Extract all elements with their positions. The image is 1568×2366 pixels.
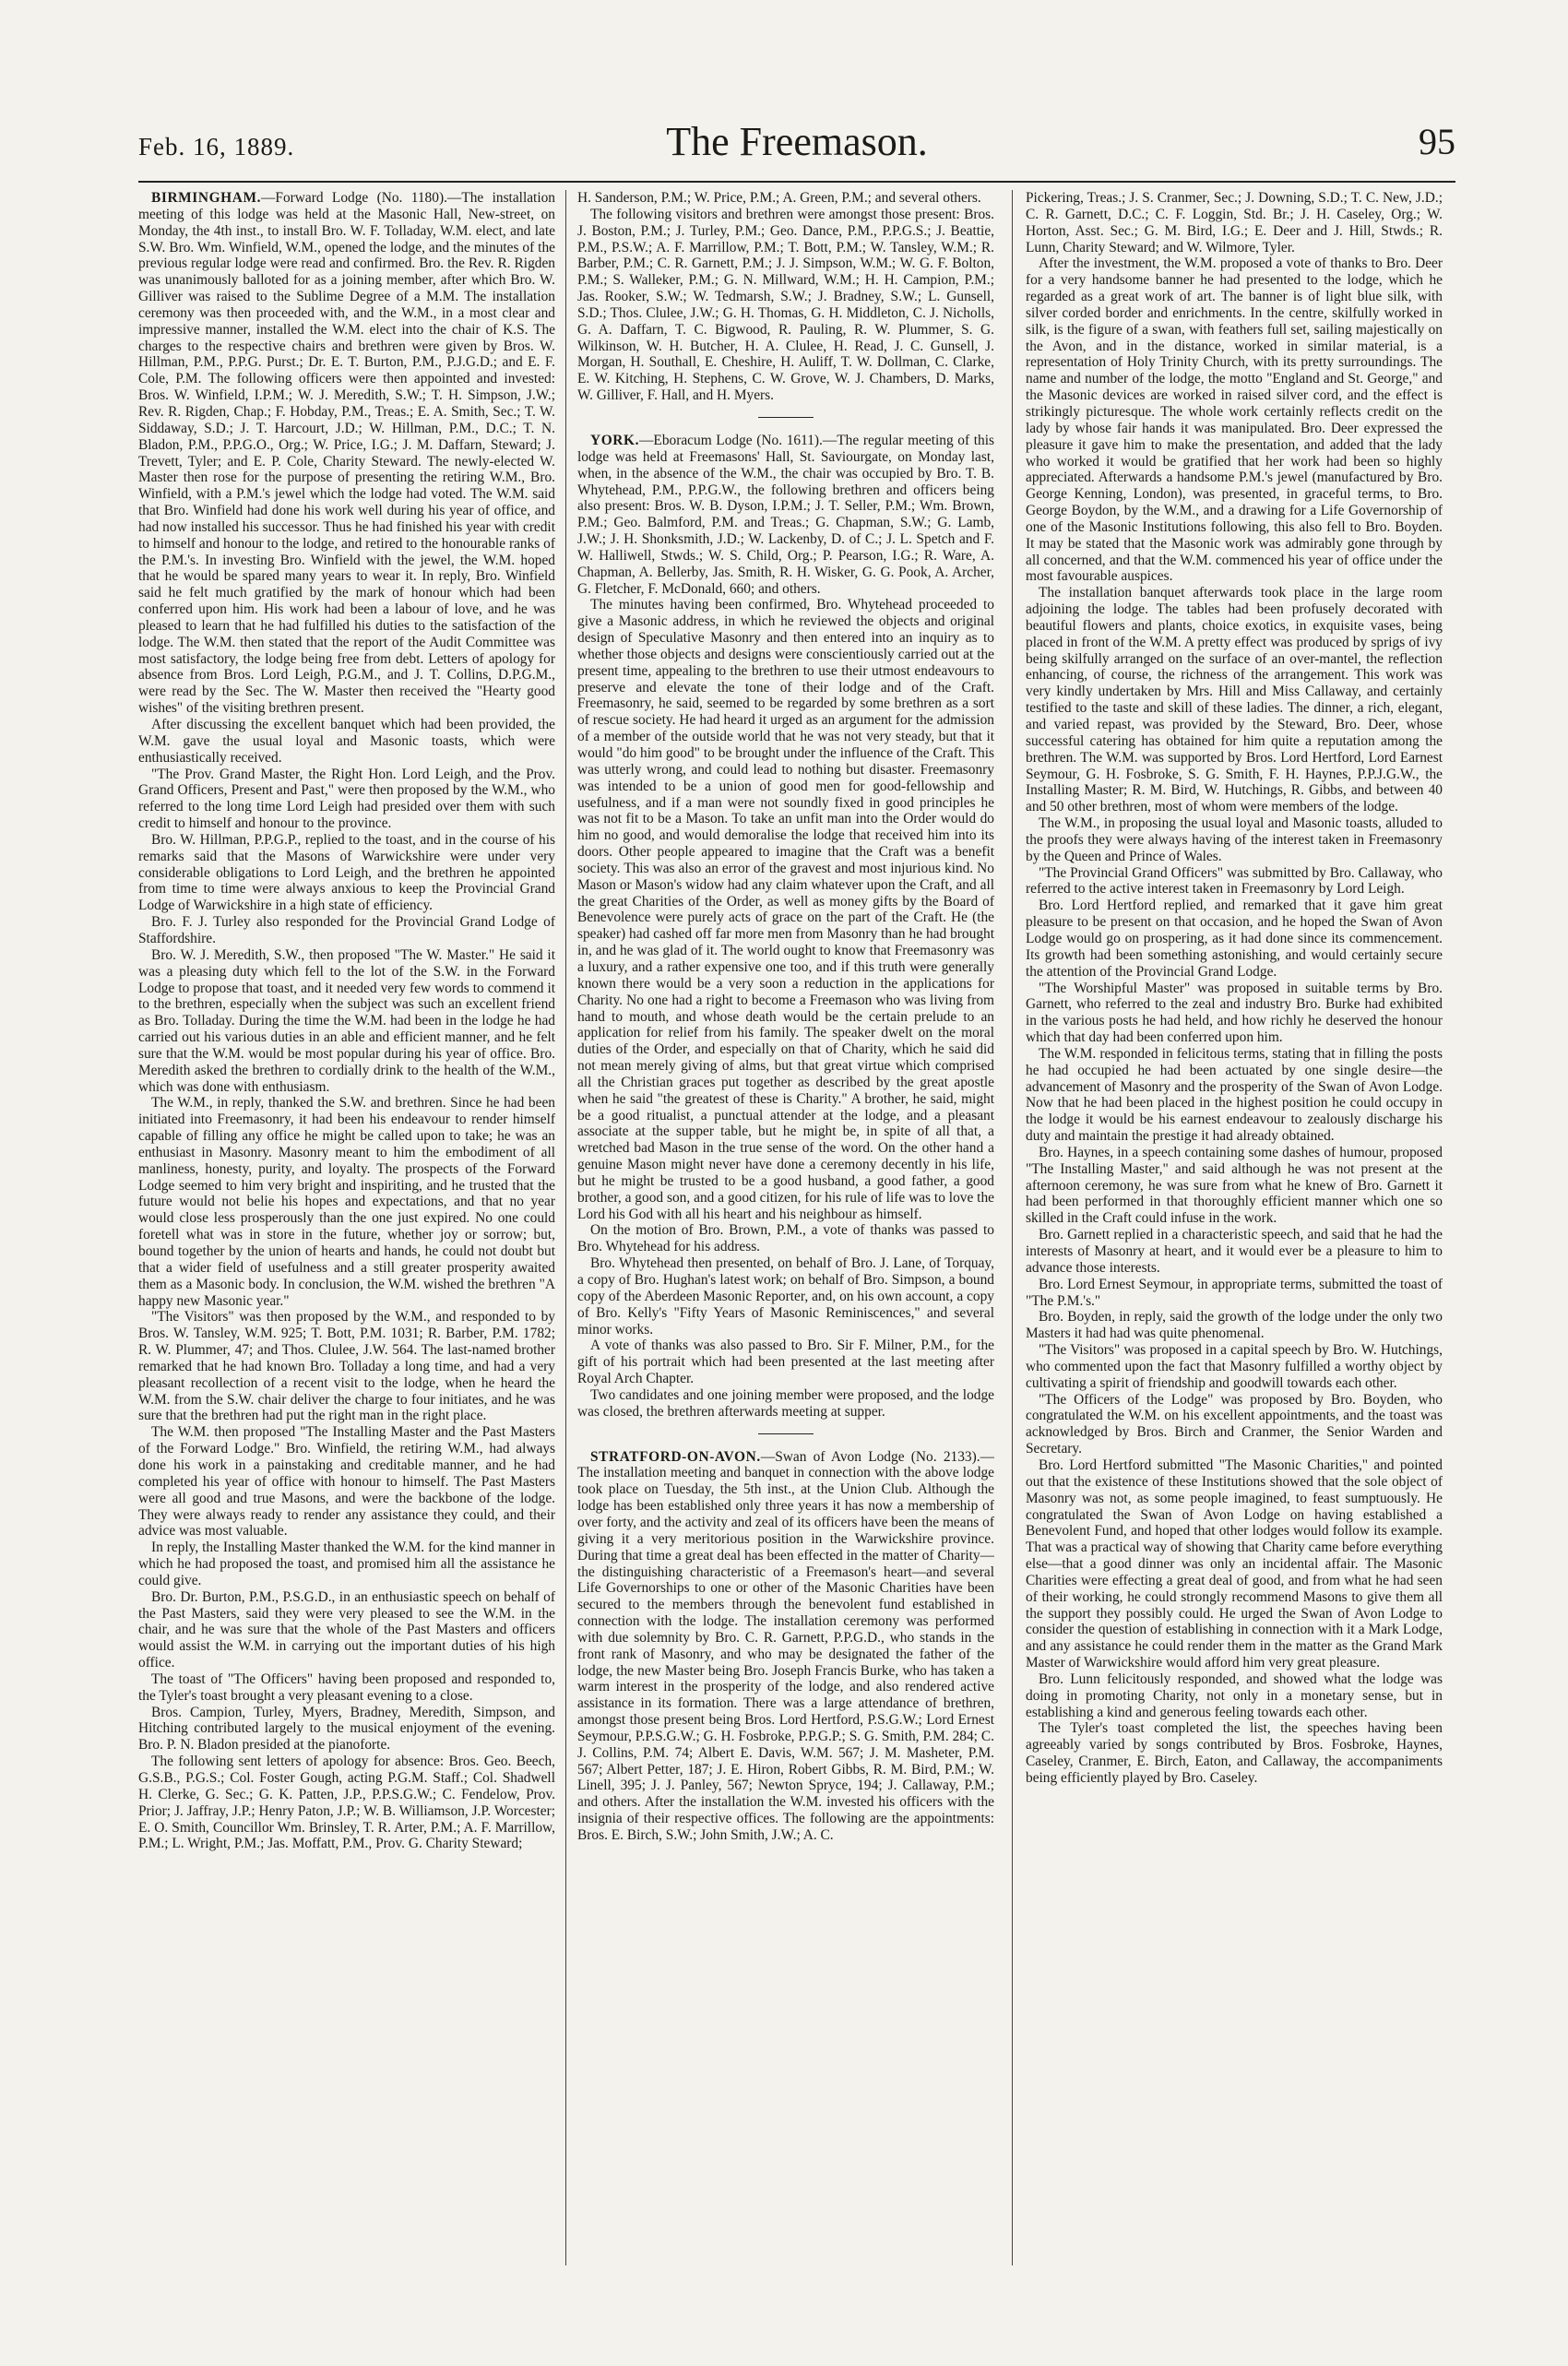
- paragraph: After discussing the excellent banquet which had been provided, the W.M. gave the usual loyal and Masonic toasts, which were enthusiastically received.: [138, 717, 555, 766]
- issue-date: Feb. 16, 1889.: [138, 133, 295, 161]
- paragraph: —The installation meeting and banquet in connection with the above lodge took place on Tuesday, the 5th inst., at the Union Club. Although the lodge has been established only three years it has now a membership of over forty, and the activity and zeal of its officers have been the means of giving it a very meritorious position in the Warwickshire province. During that time a great deal has been effected in the matter of Charity—the distinguishing characteristic of a Freemason's heart—and several Life Governorships to one or other of the Masonic Charities have been secured to the members through the benevolent fund established in connection with the lodge. The installation ceremony was performed with due solemnity by Bro. C. R. Garnett, P.P.G.D., who stands in the front rank of Masonry, and who may be designated the father of the lodge, the new Master being Bro. Joseph Francis Burke, who has taken a warm interest in the prosperity of the lodge, and also rendered active assistance in its formation. There was a large attendance of brethren, amongst those present being Bros. Lord Hertford, P.S.G.W.; Lord Ernest Seymour, P.P.S.G.W.; G. H. Fosbroke, P.P.G.P.; S. G. Smith, P.M. 284; C. J. Collins, P.M. 74; Albert E. Davis, W.M. 567; J. M. Masheter, P.M. 567; Albert Petter, 187; J. E. Hiron, Robert Gibbs, R. M. Bird, P.M.; W. Linell, 395; J. J. Panley, 567; Newton Spryce, 194; J. Callaway, P.M.; and others. After the installation the W.M. invested his officers with the insignia of their respective offices. The following are the appointments: Bros. E. Birch, S.W.; John Smith, J.W.; A. C.: [577, 1448, 994, 1843]
- york-heading: YORK.: [590, 432, 640, 448]
- header-rule: [138, 181, 1455, 183]
- paragraph: The W.M. then proposed "The Installing Master and the Past Masters of the Forward Lodge." Bro. Winfield, the retiring W.M., had always done his work in a painstaking and creditable manner, and he had completed his year of office with honour to himself. The Past Masters were all good and true Masons, and were the backbone of the lodge. They were always ready to render any assistance they could, and their advice was most valuable.: [138, 1424, 555, 1540]
- paragraph: The following visitors and brethren were amongst those present: Bros. J. Boston, P.M.; J. Turley, P.M.; Geo. Dance, P.M., P.P.G.S.; J. Beattie, P.M., P.S.W.; A. F. Marrillow, P.M.; T. Bott, P.M.; W. Tansley, W.M.; R. Barber, P.M.; C. R. Garnett, P.M.; J. J. Simpson, W.M.; W. G. F. Bolton, P.M.; S. Walleker, P.M.; G. N. Millward, W.M.; H. H. Campion, P.M.; Jas. Rooker, S.W.; W. Tedmarsh, S.W.; J. Bradney, S.W.; L. Gunsell, S.D.; Thos. Clulee, J.W.; G. H. Thomas, G. H. Middleton, C. J. Nicholls, G. A. Daffarn, T. C. Bigwood, R. Pauling, R. W. Plummer, S. G. Wilkinson, W. H. Butcher, H. A. Clulee, H. Read, J. C. Gunsell, J. Morgan, H. Southall, E. Cheshire, H. Auliff, T. W. Dollman, C. Clarke, E. W. Kitching, H. Stephens, C. W. Grove, W. J. Chambers, D. Marks, W. Gilliver, F. Hall, and H. Myers.: [577, 206, 994, 404]
- column-divider: [565, 190, 566, 2265]
- paragraph: A vote of thanks was also passed to Bro. Sir F. Milner, P.M., for the gift of his portrait which had been presented at the last meeting after Royal Arch Chapter.: [577, 1338, 994, 1387]
- york-lodge: —Eboracum Lodge (No. 1611).: [639, 432, 823, 448]
- paragraph: The W.M., in reply, thanked the S.W. and brethren. Since he had been initiated into Freemasonry, it had been his endeavour to render himself capable of filling any office he might be called upon to take; he was an enthusiast in Masonry. Masonry meant to him the embodiment of all manliness, honesty, purity, and loyalty. The prospects of the Forward Lodge seemed to him very bright and inspiriting, and he trusted that the future would not belie his hopes and expectations, and that no year would close less prosperously than the one just expired. No one could foretell what was in store in the future, whether joy or sorrow; but, bound together by the union of hearts and hands, he could not doubt but that a wider field of usefulness and a still greater prosperity awaited them as a Masonic body. In conclusion, the W.M. wished the brethren "A happy new Masonic year.": [138, 1095, 555, 1309]
- paragraph: H. Sanderson, P.M.; W. Price, P.M.; A. Green, P.M.; and several others.: [577, 190, 981, 206]
- paragraph: "The Prov. Grand Master, the Right Hon. Lord Leigh, and the Prov. Grand Officers, Present and Past," were then proposed by the W.M., who referred to the long time Lord Leigh had presided over them with such credit to himself and honour to the province.: [138, 766, 555, 832]
- birmingham-report-opening: [138, 190, 555, 717]
- page-number: 95: [1419, 121, 1455, 162]
- paragraph: Bro. Garnett replied in a characteristic speech, and said that he had the interests of Masonry at heart, and it would ever be a pleasure to him to advance those interests.: [1026, 1227, 1443, 1276]
- paragraph: The following sent letters of apology for absence: Bros. Geo. Beech, G.S.B., P.G.S.; Col. Foster Gough, acting P.G.M. Staff.; Col. Shadwell H. Clerke, G. Sec.; G. K. Patten, J.P., P.P.S.G.W.; C. Fendelow, Prov. Prior; J. Jaffray, J.P.; Henry Paton, J.P.; W. B. Williamson, J.P. Worcester; E. O. Smith, Councillor Wm. Brinsley, T. R. Arter, P.M.; A. F. Marrillow, P.M.; L. Wright, P.M.; Jas. Moffatt, P.M., Prov. G. Charity Steward;: [138, 1754, 555, 1852]
- stratford-heading: STRATFORD-ON-AVON.: [590, 1448, 761, 1465]
- paragraph: The installation banquet afterwards took place in the large room adjoining the lodge. The tables had been profusely decorated with beautiful flowers and plants, choice exotics, in exquisite vases, being placed in front of the W.M. A pretty effect was produced by sprigs of ivy being skilfully arranged on the surface of an over-mantel, the reflection enhancing, of course, the richness of the arrangement. This work was very kindly undertaken by Mrs. Hill and Miss Callaway, and certainly testified to the taste and skill of these ladies. The dinner, a rich, elegant, and varied repast, was provided by the Steward, Bro. Deer, whose successful catering has obtained for him quite a reputation among the brethren. The W.M. was supported by Bros. Lord Hertford, Lord Earnest Seymour, G. H. Fosbroke, S. G. Smith, F. H. Haynes, P.P.J.G.W., the Installing Master; R. M. Bird, W. Hutchings, R. Gibbs, and between 40 and 50 other brethren, most of whom were members of the lodge.: [1026, 585, 1443, 815]
- paragraph: Bro. Lunn felicitously responded, and showed what the lodge was doing in promoting Charity, not only in a monetary sense, but in establishing a kind and generous feeling towards each other.: [1026, 1670, 1443, 1720]
- birmingham-lodge: —Forward Lodge (No. 1180).: [261, 190, 447, 206]
- masthead: [138, 118, 1455, 175]
- paragraph: "The Visitors" was then proposed by the W.M., and responded to by Bros. W. Tansley, W.M. 925; T. Bott, P.M. 1031; R. Barber, P.M. 1782; R. W. Plummer, 47; and Thos. Clulee, J.W. 564. The last-named brother remarked that he had known Bro. Tolladay a long time, and had a very pleasant recollection of a recent visit to the lodge, when he heard the W.M. from the S.W. chair deliver the charge to four initiates, and he was sure that the brethren had put the right man in the right place.: [138, 1309, 555, 1424]
- paragraph: Two candidates and one joining member were proposed, and the lodge was closed, the brethren afterwards meeting at supper.: [577, 1386, 994, 1420]
- paragraph: The W.M. responded in felicitous terms, stating that in filling the posts he had occupied he had been actuated by one single desire—the advancement of Masonry and the prosperity of the Swan of Avon Lodge. Now that he had been placed in the highest position he could occupy in the lodge it would be his earnest endeavour to zealously discharge his duty and maintain the prestige it had already obtained.: [1026, 1045, 1443, 1145]
- paragraph: The toast of "The Officers" having been proposed and responded to, the Tyler's toast brought a very pleasant evening to a close.: [138, 1670, 555, 1704]
- paragraph: In reply, the Installing Master thanked the W.M. for the kind manner in which he had proposed the toast, and promised him all the assistance he could give.: [138, 1540, 555, 1588]
- stratford-report-opening: [577, 1449, 994, 1844]
- paragraph: Bro. F. J. Turley also responded for the Provincial Grand Lodge of Staffordshire.: [138, 914, 555, 946]
- paragraph: Bro. Lord Hertford submitted "The Masonic Charities," and pointed out that the existence of these Institutions showed that the sole object of Masonry was not, as some people imagined, to feast sumptuously. He congratulated the Swan of Avon Lodge on having established a Benevolent Fund, and hoped that other lodges would follow its example. That was a practical way of showing that Charity came before everything else—that a good dinner was only an incidental affair. The Masonic Charities were effecting a great deal of good, and from what he had seen of their working, he could strongly recommend Masons to give them all the support they possibly could. He urged the Swan of Avon Lodge to consider the question of establishing in connection with it a Mark Lodge, and any assistance he could render them in the matter as the Grand Mark Master of Warwickshire would afford him very great pleasure.: [1026, 1456, 1443, 1671]
- paragraph: The W.M., in proposing the usual loyal and Masonic toasts, alluded to the proofs they were always having of the interest taken in Freemasonry by the Queen and Prince of Wales.: [1026, 815, 1443, 864]
- stratford-lodge: —Swan of Avon Lodge (No. 2133).: [760, 1448, 980, 1465]
- paragraph: Bro. Lord Ernest Seymour, in appropriate terms, submitted the toast of "The P.M.'s.": [1026, 1276, 1443, 1309]
- paragraph: "The Worshipful Master" was proposed in suitable terms by Bro. Garnett, who referred to the zeal and industry Bro. Burke had exhibited in the various posts he had held, and how richly he deserved the honour which that day had been conferred upon him.: [1026, 980, 1443, 1046]
- column-1: [138, 190, 555, 2265]
- york-report-opening: [577, 433, 994, 597]
- paragraph: Bro. W. Hillman, P.P.G.P., replied to the toast, and in the course of his remarks said that the Masons of Warwickshire were under very considerable obligations to Lord Leigh, and the brethren he appointed from time to time were always anxious to keep the Provincial Grand Lodge of Warwickshire in a high state of efficiency.: [138, 831, 555, 914]
- column-divider: [1012, 190, 1013, 2265]
- paragraph: —The regular meeting of this lodge was held at Freemasons' Hall, St. Saviourgate, on Monday last, when, in the absence of the W.M., the chair was occupied by Bro. T. B. Whytehead, P.M., P.P.G.W., the following brethren and officers being also present: Bros. W. B. Dyson, I.P.M.; J. T. Seller, P.M.; Wm. Brown, P.M.; Geo. Balmford, P.M. and Treas.; G. Chapman, S.W.; G. Lamb, J.W.; J. H. Shonksmith, J.D.; W. Lackenby, D. of C.; J. L. Spetch and F. W. Halliwell, Stwds.; W. S. Child, Org.; P. Pearson, I.G.; R. Ware, A. Chapman, A. Bellerby, Jas. Smith, R. H. Wisker, G. G. Pook, A. Archer, G. Fletcher, F. McDonald, 660; and others.: [577, 432, 994, 597]
- paragraph: Bro. Haynes, in a speech containing some dashes of humour, proposed "The Installing Master," and said although he was not present at the afternoon ceremony, he was sure from what he knew of Bro. Garnett it had been performed in that thoroughly efficient manner which one so skilled in the Craft could infuse in the work.: [1026, 1144, 1443, 1227]
- paragraph: Bro. Lord Hertford replied, and remarked that it gave him great pleasure to be present on that occasion, and he hoped the Swan of Avon Lodge would go on prospering, as it had done since its commencement. Its growth had been something astonishing, and would certainly secure the attention of the Provincial Grand Lodge.: [1026, 898, 1443, 980]
- paragraph: "The Officers of the Lodge" was proposed by Bro. Boyden, who congratulated the W.M. on his excellent appointments, and the toast was acknowledged by Bros. Birch and Cranmer, the Senior Warden and Secretary.: [1026, 1391, 1443, 1457]
- publication-title: The Freemason.: [666, 119, 928, 164]
- paragraph: Bro. Dr. Burton, P.M., P.S.G.D., in an enthusiastic speech on behalf of the Past Masters, said they were very pleased to see the W.M. in the chair, and he was sure that the whole of the Past Masters and officers would assist the W.M. in carrying out the important duties of his high office.: [138, 1588, 555, 1671]
- birmingham-heading: BIRMINGHAM.: [151, 190, 262, 206]
- paragraph: The minutes having been confirmed, Bro. Whytehead proceeded to give a Masonic address, in which he reviewed the objects and original design of Speculative Masonry and then entered into an inquiry as to whether those objects and designs were conscientiously carried out at the present time, appealing to the brethren to use their utmost endeavours to preserve and elevate the tone of their lodge and of the Craft. Freemasonry, he said, seemed to be regarded by some brethren as a sort of rescue society. He had heard it urged as an argument for the admission of a member of the outside world that he was not very steady, but that it would "do him good" to be brought under the influence of the Craft. This was utterly wrong, and could lead to nothing but disaster. Freemasonry was intended to be a union of good men for good-fellowship and usefulness, and if a man were not soundly fixed in good principles he was not fit to be a Mason. To take an unfit man into the Order would do him no good, and would demoralise the lodge that received him into its doors. Other people appeared to imagine that the Craft was a benefit society. This was also an error of the gravest and most injurious kind. No Mason or Mason's widow had any claim whatever upon the Craft, and all the great Charities of the Order, as well as money gifts by the Board of Benevolence were purely acts of grace on the part of the Craft. He (the speaker) had cashed off far more men from Masonry than he had brought in, and he was glad of it. The world ought to know that Freemasonry was a luxury, and a rather expensive one too, and if this truth were generally known there would be a very soon a reduction in the applications for Charity. No one had a right to become a Freemason who was living from hand to mouth, and whose death would be the certain prelude to an application for relief from his family. The speaker dwelt on the moral duties of the Order, and especially on that of Charity, which he said did not mean merely giving of alms, but that great virtue which comprised all the Christian graces put together as described by the great apostle when he said "the greatest of these is Charity." A brother, he said, might be a good ritualist, a punctual attender at the lodge, and a pleasant associate at the supper table, but he might be, in spite of all that, a wretched bad Mason in the true sense of the word. On the other hand a genuine Mason might never have done a ceremony decently in his life, but he might be trusted to be a good husband, a good father, a good brother, a good son, and a good citizen, for his rule of life was to love the Lord his God with all his heart and his neighbour as himself.: [577, 597, 994, 1222]
- paragraph: Bro. Whytehead then presented, on behalf of Bro. J. Lane, of Torquay, a copy of Bro. Hughan's latest work; on behalf of Bro. Simpson, a bound copy of the Aberdeen Masonic Reporter, and, on his own account, a copy of Bro. Kelly's "Fifty Years of Masonic Reminiscences," and several minor works.: [577, 1255, 994, 1338]
- column-3: [1026, 190, 1443, 2265]
- section-divider: [758, 1433, 814, 1434]
- section-divider: [758, 417, 814, 418]
- paragraph: Bro. Boyden, in reply, said the growth of the lodge under the only two Masters it had had was quite phenomenal.: [1026, 1309, 1443, 1342]
- paragraph: —The installation meeting of this lodge was held at the Masonic Hall, New-street, on Monday, the 4th inst., to install Bro. W. F. Tolladay, W.M. elect, and late S.W. Bro. Wm. Winfield, W.M., opened the lodge, and the minutes of the previous regular lodge were read and confirmed. Bro. the Rev. R. Rigden was unanimously balloted for as a joining member, after which Bro. W. Gilliver was raised to the Sublime Degree of a M.M. The installation ceremony was then proceeded with, and the W.M., in a most clear and impressive manner, installed the W.M. elect into the chair of K.S. The charges to the respective chairs and brethren were given by Bros. W. Hillman, P.M., P.P.G. Purst.; Dr. E. T. Burton, P.M., P.J.G.D.; and E. F. Cole, P.M. The following officers were then appointed and invested: Bros. W. Winfield, I.P.M.; W. J. Meredith, S.W.; T. H. Simpson, J.W.; Rev. R. Rigden, Chap.; F. Hobday, P.M., Treas.; E. A. Smith, Sec.; T. W. Siddaway, S.D.; J. T. Harcourt, J.D.; W. Hillman, P.M., D.C.; T. N. Bladon, P.M., P.P.G.O., Org.; W. Price, I.G.; J. M. Daffarn, Steward; J. Trevett, Tyler; and E. P. Cole, Charity Steward. The newly-elected W. Master then rose for the purpose of presenting the retiring W.M., Bro. Winfield, with a P.M.'s jewel which the lodge had voted. The W.M. said that Bro. Winfield had done his work well during his year of office, and had now installed his successor. Thus he had finished his year with credit to himself and honour to the lodge, and retired to the honourable ranks of the P.M.'s. In investing Bro. Winfield with the jewel, the W.M. hoped that he would be spared many years to wear it. In reply, Bro. Winfield said he felt much gratified by the mark of honour which had been conferred upon him. His work had been a labour of love, and he was pleased to learn that he had fulfilled his duties to the satisfaction of the lodge. The W.M. then stated that the report of the Audit Committee was most satisfactory, the lodge being free from debt. Letters of apology for absence from Bros. Lord Leigh, P.G.M., and J. T. Collins, D.P.G.M., were read by the Sec. The W. Master then received the "Hearty good wishes" of the visiting brethren present.: [138, 190, 555, 717]
- column-2: [577, 190, 994, 2265]
- paragraph: After the investment, the W.M. proposed a vote of thanks to Bro. Deer for a very handsome banner he had presented to the lodge, which he regarded as a great work of art. The banner is of light blue silk, with silver corded border and enrichments. In the centre, skilfully worked in silk, is the figure of a swan, with feathers full set, sailing majestically on the Avon, and in the distance, worked in similar material, is a representation of Holy Trinity Church, with its pretty surroundings. The name and number of the lodge, the motto "England and St. George," and the Masonic devices are worked in raised silver cord, and the effect is strikingly picturesque. The whole work certainly reflects credit on the lady by whose fair hands it was manipulated. Bro. Deer expressed the pleasure it gave him to make the presentation, and added that the lady who worked it would be gratified that her work had been so highly appreciated. Afterwards a handsome P.M.'s jewel (manufactured by Bro. George Kenning, London), was presented, in graceful terms, to Bro. George Boydon, by the W.M., and a drawing for a Life Governorship of one of the Masonic Institutions following, this also fell to Bro. Boyden. It may be stated that the Masonic work was admirably gone through by all concerned, and that the W.M. commenced his year of office under the most favourable auspices.: [1026, 256, 1443, 585]
- paragraph: On the motion of Bro. Brown, P.M., a vote of thanks was passed to Bro. Whytehead for his address.: [577, 1222, 994, 1255]
- paragraph: Bro. W. J. Meredith, S.W., then proposed "The W. Master." He said it was a pleasing duty which fell to the lot of the S.W. in the Forward Lodge to propose that toast, and it needed very few words to commend it to the brethren, especially when the subject was such an excellent friend as Bro. Tolladay. During the time the W.M. had been in the lodge he had carried out his various duties in an able and efficient manner, and he felt sure that the W.M. would be most popular during his year of office. Bro. Meredith asked the brethren to cordially drink to the health of the W.M., which was done with enthusiasm.: [138, 946, 555, 1095]
- paragraph: "The Provincial Grand Officers" was submitted by Bro. Callaway, who referred to the active interest taken in Freemasonry by Lord Leigh.: [1026, 864, 1443, 898]
- paragraph: Pickering, Treas.; J. S. Cranmer, Sec.; J. Downing, S.D.; T. C. New, J.D.; C. R. Garnett, D.C.; C. F. Loggin, Std. Br.; J. H. Caseley, Org.; W. Horton, Asst. Sec.; G. M. Bird, I.G.; E. Deer and J. Hill, Stwds.; R. Lunn, Charity Steward; and W. Wilmore, Tyler.: [1026, 190, 1443, 256]
- paragraph: "The Visitors" was proposed in a capital speech by Bro. W. Hutchings, who commented upon the fact that Masonry fulfilled a worthy object by cultivating a spirit of friendship and goodwill towards each other.: [1026, 1342, 1443, 1391]
- paragraph: Bros. Campion, Turley, Myers, Bradney, Meredith, Simpson, and Hitching contributed largely to the musical enjoyment of the evening. Bro. P. N. Bladon presided at the pianoforte.: [138, 1704, 555, 1754]
- paragraph: The Tyler's toast completed the list, the speeches having been agreeably varied by songs contributed by Bros. Fosbroke, Haynes, Caseley, Cranmer, E. Birch, Eaton, and Callaway, the accompaniments being efficiently played by Bro. Caseley.: [1026, 1720, 1443, 1786]
